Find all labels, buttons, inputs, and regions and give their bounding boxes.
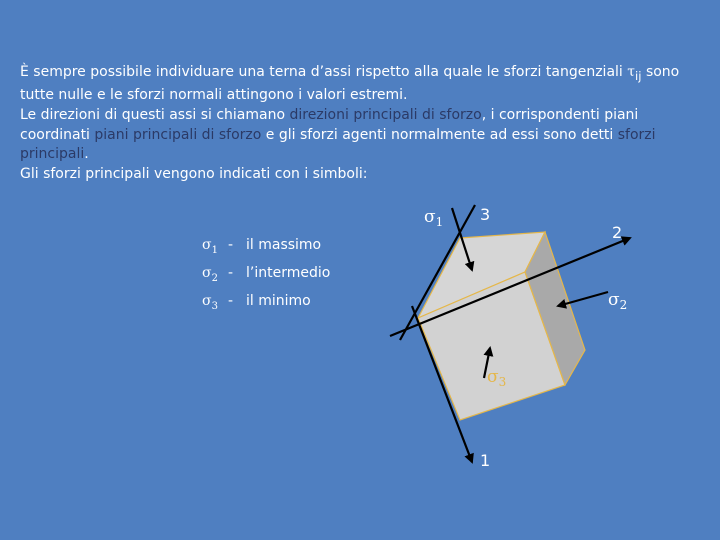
sigma-glyph: σ xyxy=(202,237,212,253)
sigma-1-label: $\sigma_1$ xyxy=(424,207,444,229)
sigma-3-label: $\sigma_3$ xyxy=(487,367,507,389)
highlight-principal-planes: piani principali di sforzo xyxy=(94,126,262,143)
sigma-subscript: 2 xyxy=(211,272,218,284)
axis-1-label: 1 xyxy=(480,451,491,470)
legend-text: l’intermedio xyxy=(246,264,331,281)
sigma-glyph: σ xyxy=(202,264,212,281)
sigma-2-label: $\sigma_2$ xyxy=(608,290,628,312)
axis-2-label: 2 xyxy=(612,223,623,242)
text-part: sono tutte nulle e le sforzi normali attingono i valori estremi. xyxy=(20,64,680,104)
highlight-principal-directions: direzioni principali di sforzo xyxy=(289,106,482,123)
text-part: . xyxy=(84,146,89,163)
tau-symbol: τ xyxy=(627,64,636,80)
text-part: Le direzioni di questi assi si chiamano xyxy=(20,106,290,123)
sigma-subscript: 3 xyxy=(211,300,218,312)
legend-text: il massimo xyxy=(246,237,322,253)
sigma-subscript: 1 xyxy=(211,244,218,256)
axis-3-label: 3 xyxy=(480,205,491,224)
highlight-principal-stresses: sforzi principali xyxy=(20,126,656,163)
legend-dash: - xyxy=(228,237,234,253)
text-part: È sempre possibile individuare una terna d’assi rispetto alla quale le sforzi tangenziali xyxy=(20,64,628,80)
legend-dash: - xyxy=(228,264,234,281)
sigma-glyph: σ xyxy=(202,292,212,309)
tau-subscript: ij xyxy=(635,68,642,83)
text-part: , i corrispondenti piani coordinati xyxy=(20,106,639,143)
legend-dash: - xyxy=(228,292,234,309)
text-part: e gli sforzi agenti normalmente ad essi sono detti xyxy=(261,126,618,143)
legend-text: il minimo xyxy=(246,292,311,309)
text-part: Gli sforzi principali vengono indicati con i simboli: xyxy=(20,165,368,182)
